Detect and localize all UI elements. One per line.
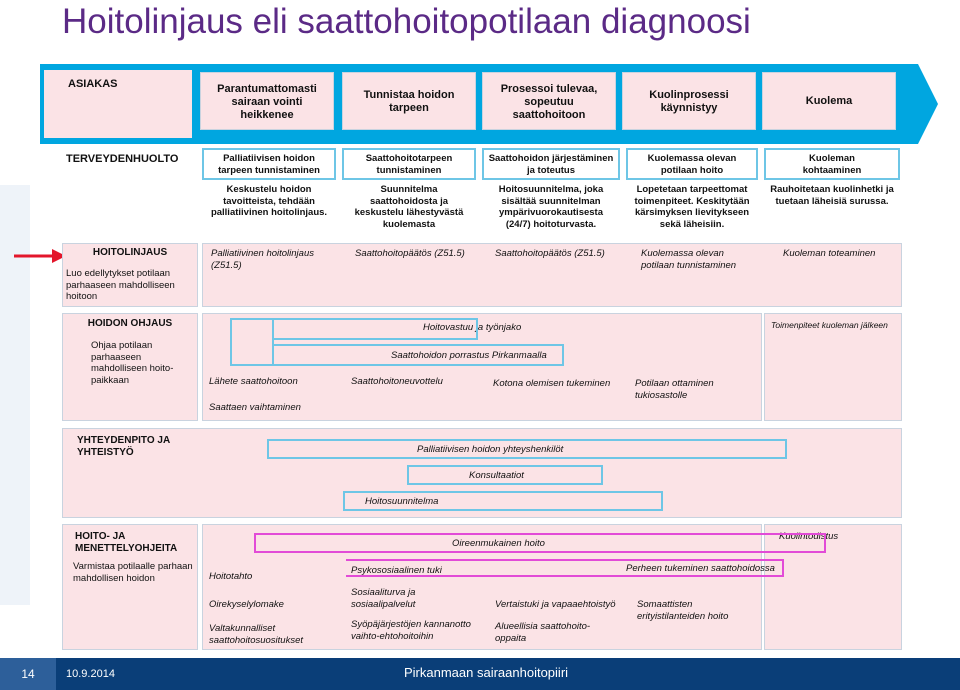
care-plan-label: Hoitosuunnitelma (365, 496, 439, 507)
footer-organization: Pirkanmaan sairaanhoitopiiri (404, 665, 569, 680)
healthcare-desc-3: Hoitosuunnitelma, joka sisältää suunnitelman ympärivuorokautisesta (24/7) hoitoturvasta. (498, 184, 604, 230)
care-plan-frame (343, 491, 663, 511)
family-support-label: Perheen tukeminen saattohoidossa (626, 563, 775, 574)
healthcare-label: TERVEYDENHUOLTO (66, 153, 179, 165)
customer-step-3: Prosessoi tulevaa, sopeutuu saattohoitoon (482, 72, 616, 130)
consultations-label: Konsultaatiot (469, 470, 524, 481)
treatment-policy-label: HOITOLINJAUS (92, 247, 168, 258)
customer-step-4: Kuolinprosessi käynnistyy (622, 72, 756, 130)
healthcare-desc-1: Keskustelu hoidon tavoitteista, tehdään palliatiivinen hoitolinjaus. (210, 184, 328, 218)
responsibility-frame (274, 318, 478, 340)
tiering-label: Saattohoidon porrastus Pirkanmaalla (391, 350, 547, 361)
page-number: 14 (0, 658, 56, 690)
customer-label: ASIAKAS (68, 78, 118, 90)
healthcare-header-1: Palliatiivisen hoidon tarpeen tunnistaminen (202, 148, 336, 180)
policy-cell-3: Saattohoitopäätös (Z51.5) (495, 248, 605, 259)
somatic-care-label: Somaattisten erityistilanteiden hoito (637, 599, 729, 622)
banner-arrowhead (918, 64, 938, 144)
customer-step-2: Tunnistaa hoidon tarpeen (342, 72, 476, 130)
healthcare-desc-2: Suunnitelma saattohoidosta ja keskustelu lähestyvästä kuolemasta (354, 184, 464, 230)
treatment-policy-row (202, 243, 902, 307)
treatment-policy-desc: Luo edellytykset potilaan parhaaseen mahdolliseen hoitoon (66, 268, 175, 302)
tiering-frame (274, 344, 564, 366)
after-death-label: Toimenpiteet kuoleman jälkeen (771, 320, 888, 330)
symptomatic-care-label: Oireenmukainen hoito (452, 538, 545, 549)
customer-label-cell (44, 70, 192, 138)
family-support-frame (346, 559, 784, 577)
healthcare-header-3: Saattohoidon järjestäminen ja toteutus (482, 148, 620, 180)
red-pointer-arrow-icon (14, 247, 66, 265)
healthcare-desc-5: Rauhoitetaan kuolinhetki ja tuetaan läheisiä surussa. (770, 184, 894, 207)
policy-cell-4: Kuolemassa olevan potilaan tunnistaminen (641, 248, 737, 271)
customer-step-1: Parantumattomasti sairaan vointi heikkenee (200, 72, 334, 130)
responsibility-label: Hoitovastuu ja työnjako (423, 322, 522, 333)
customer-step-5: Kuolema (762, 72, 896, 130)
guidelines-label: HOITO- JA MENETTELYOHJEITA (75, 531, 178, 554)
policy-cell-5: Kuoleman toteaminen (783, 248, 876, 259)
handover-label: Saattaen vaihtaminen (209, 402, 301, 413)
healthcare-header-2: Saattohoitotarpeen tunnistaminen (342, 148, 476, 180)
will-label: Hoitotahto (209, 571, 253, 582)
consultations-frame (407, 465, 603, 485)
healthcare-desc-4: Lopetetaan tarpeettomat toimenpiteet. Keskitytään kärsimyksen lievitykseen sekä läheisiin. (634, 184, 750, 230)
social-security-label: Sosiaaliturva ja sosiaalipalvelut (351, 587, 416, 610)
home-support-label: Kotona olemisen tukeminen (493, 378, 611, 389)
symptom-form-label: Oirekyselylomake (209, 599, 284, 610)
ward-admission-label: Potilaan ottaminen tukiosastolle (635, 378, 714, 401)
healthcare-label-cell (62, 150, 196, 220)
guidelines-desc: Varmistaa potilaalle parhaan mahdollisen hoidon (73, 561, 193, 584)
cancer-org-label: Syöpäjärjestöjen kannanotto vaihto-ehtohoitoihin (351, 619, 471, 642)
policy-cell-2: Saattohoitopäätös (Z51.5) (355, 248, 465, 259)
referral-label: Lähete saattohoitoon (209, 376, 298, 387)
regional-guides-label: Alueellisia saattohoito-oppaita (495, 621, 591, 644)
care-guidance-label: HOIDON OHJAUS (87, 318, 173, 329)
healthcare-header-5: Kuoleman kohtaaminen (764, 148, 900, 180)
after-death-box (764, 313, 902, 421)
death-certificate-label: Kuolintodistus (779, 531, 839, 542)
cooperation-label: YHTEYDENPITO JA YHTEISTYÖ (77, 435, 170, 458)
national-guidelines-label: Valtakunnalliset saattohoitosuositukset (209, 623, 304, 646)
healthcare-header-4: Kuolemassa olevan potilaan hoito (626, 148, 758, 180)
contacts-frame (267, 439, 787, 459)
page-title: Hoitolinjaus eli saattohoitopotilaan diagnoosi (62, 2, 751, 41)
care-guidance-box (62, 313, 198, 421)
footer-date: 10.9.2014 (66, 668, 115, 680)
footer-bar (0, 658, 960, 690)
symptomatic-care-frame (254, 533, 826, 553)
psychosocial-label: Psykososiaalinen tuki (351, 565, 442, 576)
negotiation-label: Saattohoitoneuvottelu (351, 376, 443, 387)
peer-support-label: Vertaistuki ja vapaaehtoistyö (495, 599, 616, 610)
cooperation-row (62, 428, 902, 518)
responsibility-bracket (230, 318, 274, 366)
guidelines-box (62, 524, 198, 650)
care-guidance-desc: Ohjaa potilaan parhaaseen mahdolliseen hoito-paikkaan (91, 340, 174, 386)
treatment-policy-box (62, 243, 198, 307)
policy-cell-1: Palliatiivinen hoitolinjaus (Z51.5) (211, 248, 314, 271)
contacts-label: Palliatiivisen hoidon yhteyshenkilöt (417, 444, 564, 455)
